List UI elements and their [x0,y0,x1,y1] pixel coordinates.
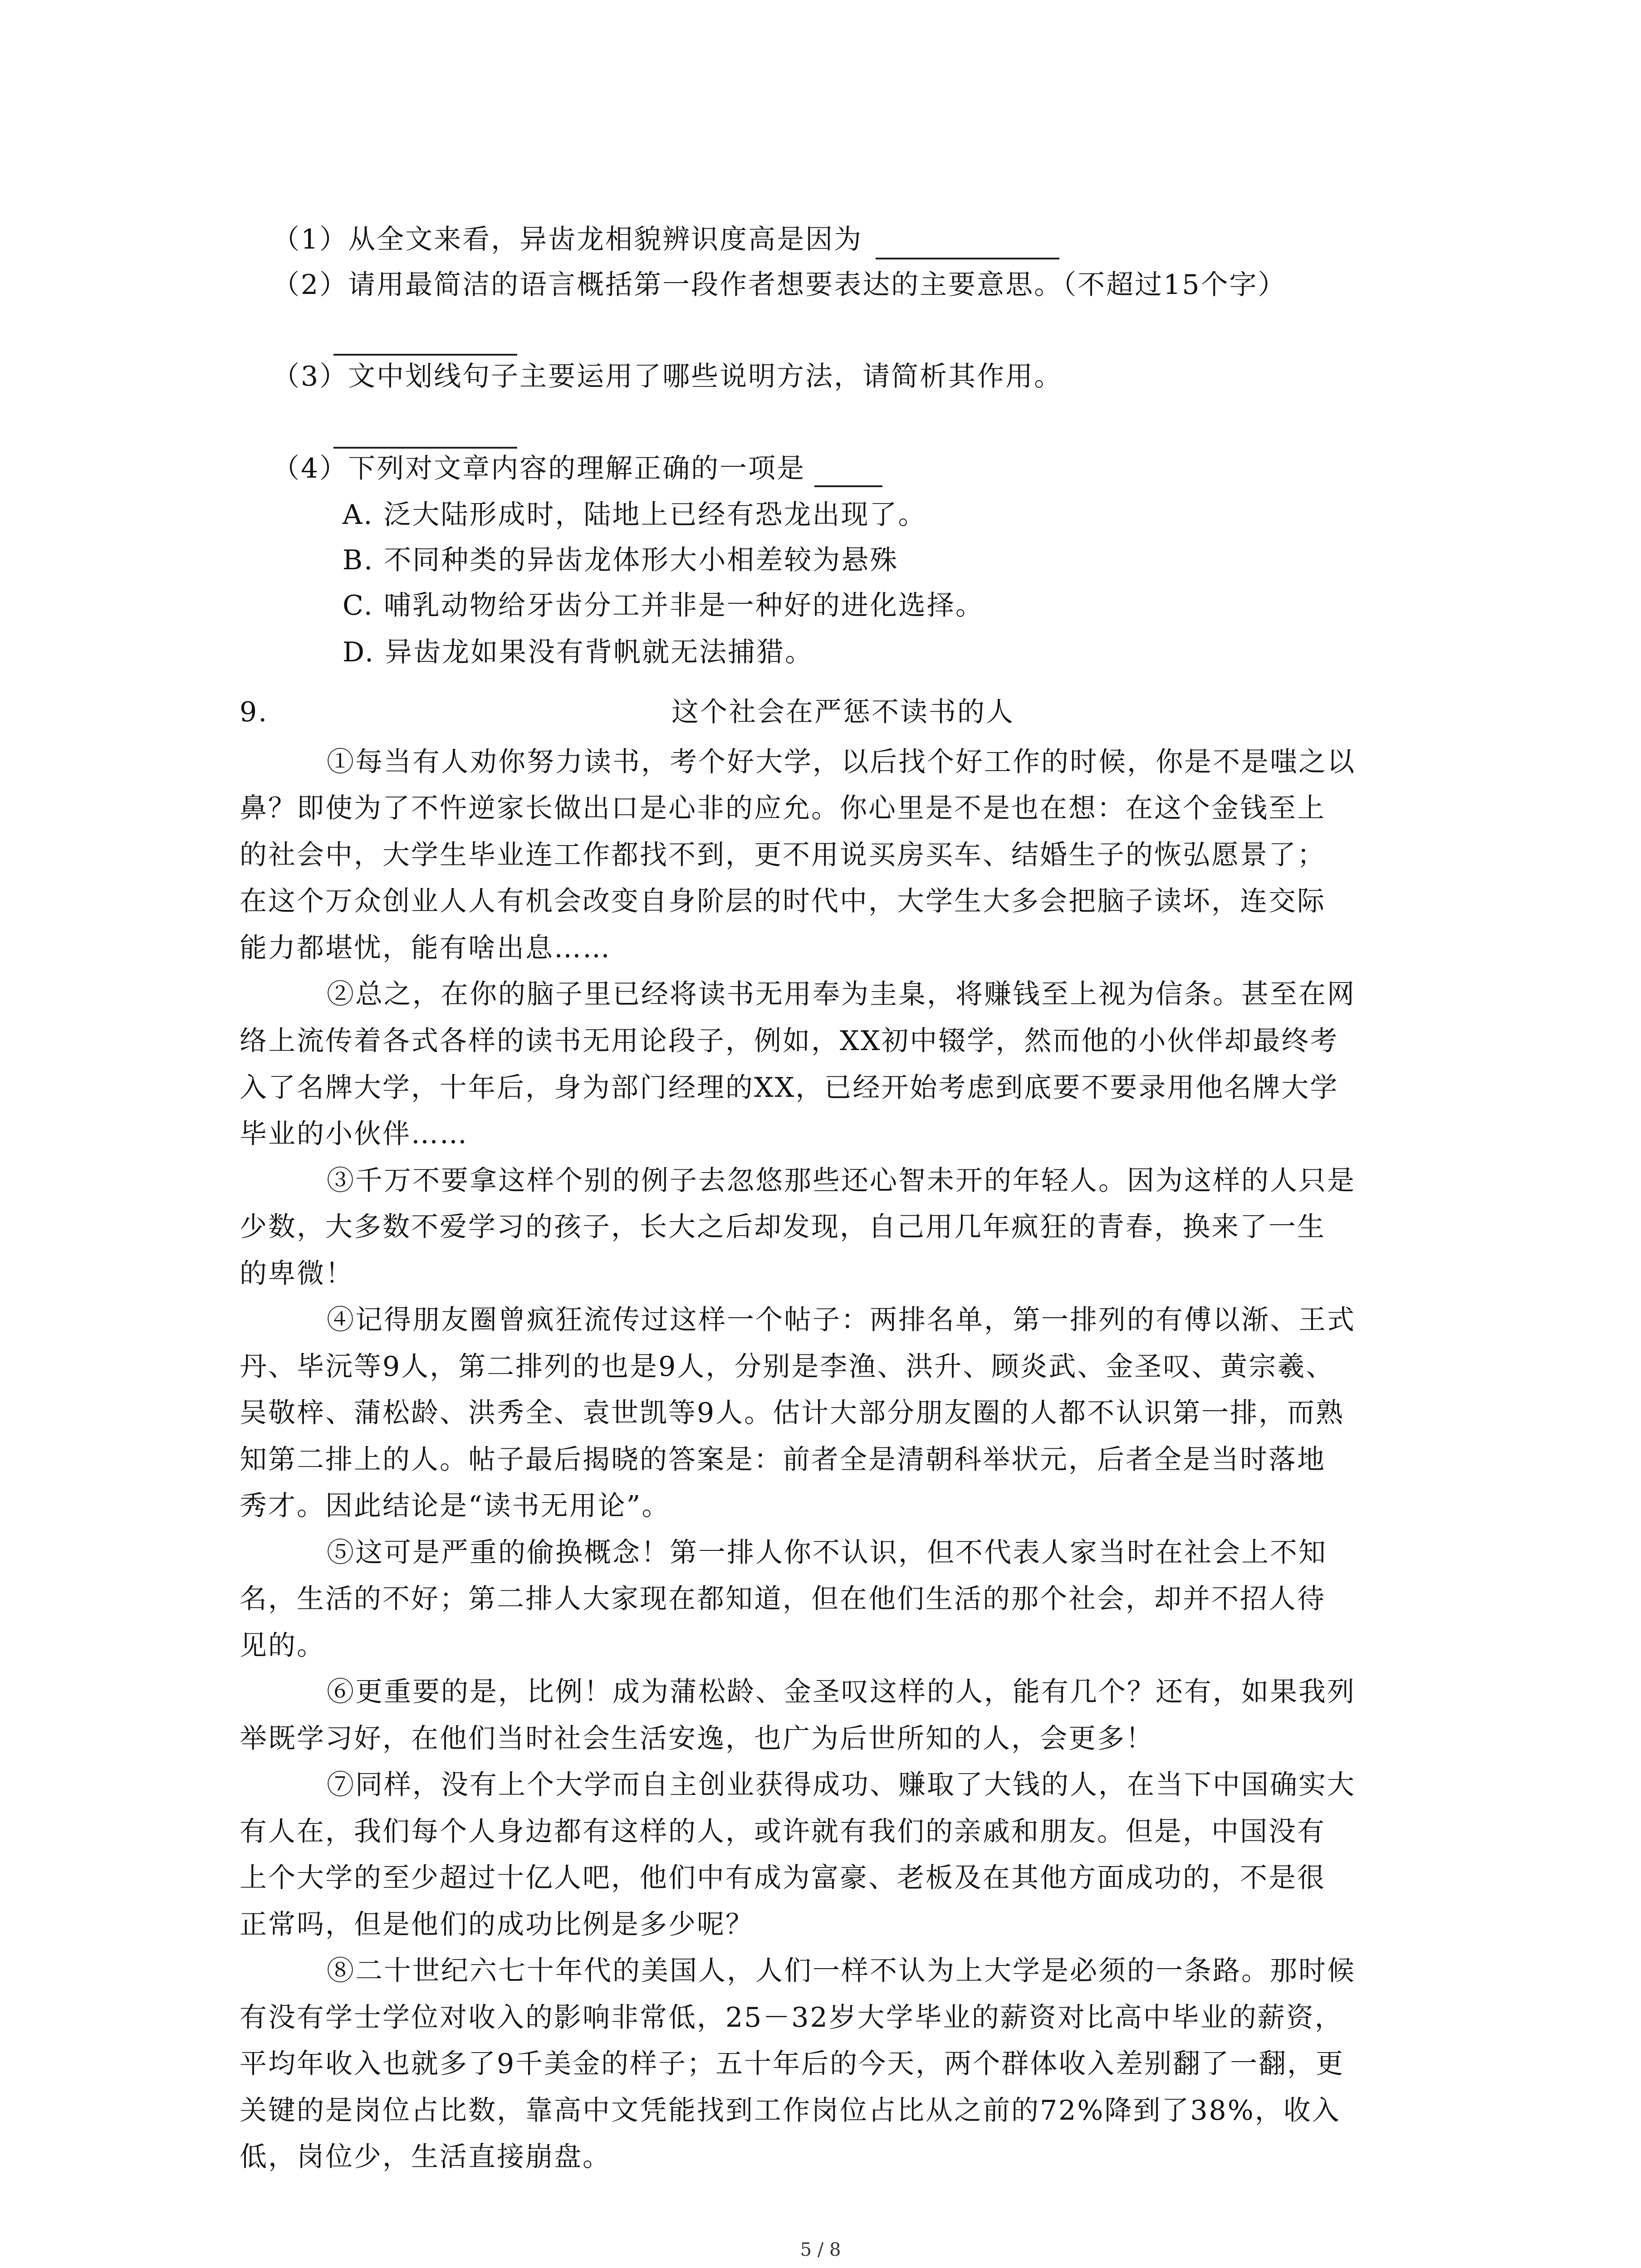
answer-blank-1 [876,258,1059,259]
question-2: （2）请用最简洁的语言概括第一段作者想要表达的主要意思。（不超过15个字） [272,269,1287,301]
text-line: 入了名牌大学，十年后，身为部门经理的XX，已经开始考虑到底要不要录用他名牌大学 [240,1072,1339,1104]
text-line: 的卑微！ [240,1258,354,1290]
question-1: （1）从全文来看，异齿龙相貌辨识度高是因为 [272,224,863,255]
text-line: 见的。 [240,1630,325,1662]
text-line: ⑧二十世纪六七十年代的美国人，人们一样不认为上大学是必须的一条路。那时候 [327,1955,1356,1987]
answer-blank-3 [333,447,517,449]
question-number-9: 9. [240,696,269,728]
option-d: D. 异齿龙如果没有背帆就无法捕猎。 [343,636,814,668]
answer-blank-2 [333,354,517,356]
text-line: 秀才。因此结论是“读书无用论”。 [240,1490,671,1522]
option-a: A. 泛大陆形成时，陆地上已经有恐龙出现了。 [343,499,927,531]
text-line: 有没有学士学位对收入的影响非常低，25－32岁大学毕业的薪资对比高中毕业的薪资， [240,2002,1343,2033]
page-number: 5 / 8 [800,2239,841,2260]
text-line: 鼻？即使为了不忤逆家长做出口是心非的应允。你心里是不是也在想：在这个金钱至上 [240,792,1326,824]
option-b: B. 不同种类的异齿龙体形大小相差较为悬殊 [343,544,899,576]
text-line: 名，生活的不好；第二排人大家现在都知道，但在他们生活的那个社会，却并不招人待 [240,1583,1326,1615]
question-4: （4）下列对文章内容的理解正确的一项是 [272,453,806,484]
text-line: 的社会中，大学生毕业连工作都找不到，更不用说买房买车、结婚生子的恢弘愿景了； [240,839,1326,871]
text-line: 在这个万众创业人人有机会改变自身阶层的时代中，大学生大多会把脑子读坏，连交际 [240,885,1326,917]
text-line: 知第二排上的人。帖子最后揭晓的答案是：前者全是清朝科举状元，后者全是当时落地 [240,1444,1326,1476]
text-line: 平均年收入也就多了9千美金的样子；五十年后的今天，两个群体收入差别翻了一翻，更 [240,2048,1345,2080]
text-line: 少数，大多数不爱学习的孩子，长大之后却发现，自己用几年疯狂的青春，换来了一生 [240,1211,1326,1243]
text-line: 低，岗位少，生活直接崩盘。 [240,2141,611,2173]
text-line: 上个大学的至少超过十亿人吧，他们中有成为富豪、老板及在其他方面成功的，不是很 [240,1862,1326,1894]
answer-blank-4 [814,485,882,487]
text-line: 能力都堪忧，能有啥出息…… [240,932,611,964]
text-line: ③千万不要拿这样个别的例子去忽悠那些还心智未开的年轻人。因为这样的人只是 [327,1165,1356,1197]
text-line: 正常吗，但是他们的成功比例是多少呢？ [240,1909,754,1941]
text-line: 络上流传着各式各样的读书无用论段子，例如，XX初中辍学，然而他的小伙伴却最终考 [240,1025,1339,1057]
text-line: 举既学习好，在他们当时社会生活安逸，也广为后世所知的人，会更多！ [240,1723,1154,1755]
text-line: ④记得朋友圈曾疯狂流传过这样一个帖子：两排名单，第一排列的有傅以渐、王式 [327,1304,1356,1336]
text-line: 吴敬梓、蒲松龄、洪秀全、袁世凯等9人。估计大部分朋友圈的人都不认识第一排，而熟 [240,1397,1345,1429]
text-line: ①每当有人劝你努力读书，考个好大学，以后找个好工作的时候，你是不是嗤之以 [327,746,1356,778]
option-c: C. 哺乳动物给牙齿分工并非是一种好的进化选择。 [343,590,984,621]
text-line: ⑤这可是严重的偷换概念！第一排人你不认识，但不代表人家当时在社会上不知 [327,1537,1327,1569]
text-line: 关键的是岗位占比数，靠高中文凭能找到工作岗位占比从之前的72%降到了38%，收入 [240,2095,1341,2126]
article-title: 这个社会在严惩不读书的人 [671,696,1014,728]
question-3: （3）文中划线句子主要运用了哪些说明方法，请简析其作用。 [272,361,1063,392]
text-line: ⑥更重要的是，比例！成为蒲松龄、金圣叹这样的人，能有几个？还有，如果我列 [327,1676,1356,1708]
text-line: ②总之，在你的脑子里已经将读书无用奉为圭臬，将赚钱至上视为信条。甚至在网 [327,978,1356,1010]
text-line: ⑦同样，没有上个大学而自主创业获得成功、赚取了大钱的人，在当下中国确实大 [327,1769,1356,1801]
text-line: 有人在，我们每个人身边都有这样的人，或许就有我们的亲戚和朋友。但是，中国没有 [240,1816,1326,1848]
text-line: 丹、毕沅等9人，第二排列的也是9人，分别是李渔、洪升、顾炎武、金圣叹、黄宗羲、 [240,1351,1335,1383]
text-line: 毕业的小伙伴…… [240,1118,468,1150]
